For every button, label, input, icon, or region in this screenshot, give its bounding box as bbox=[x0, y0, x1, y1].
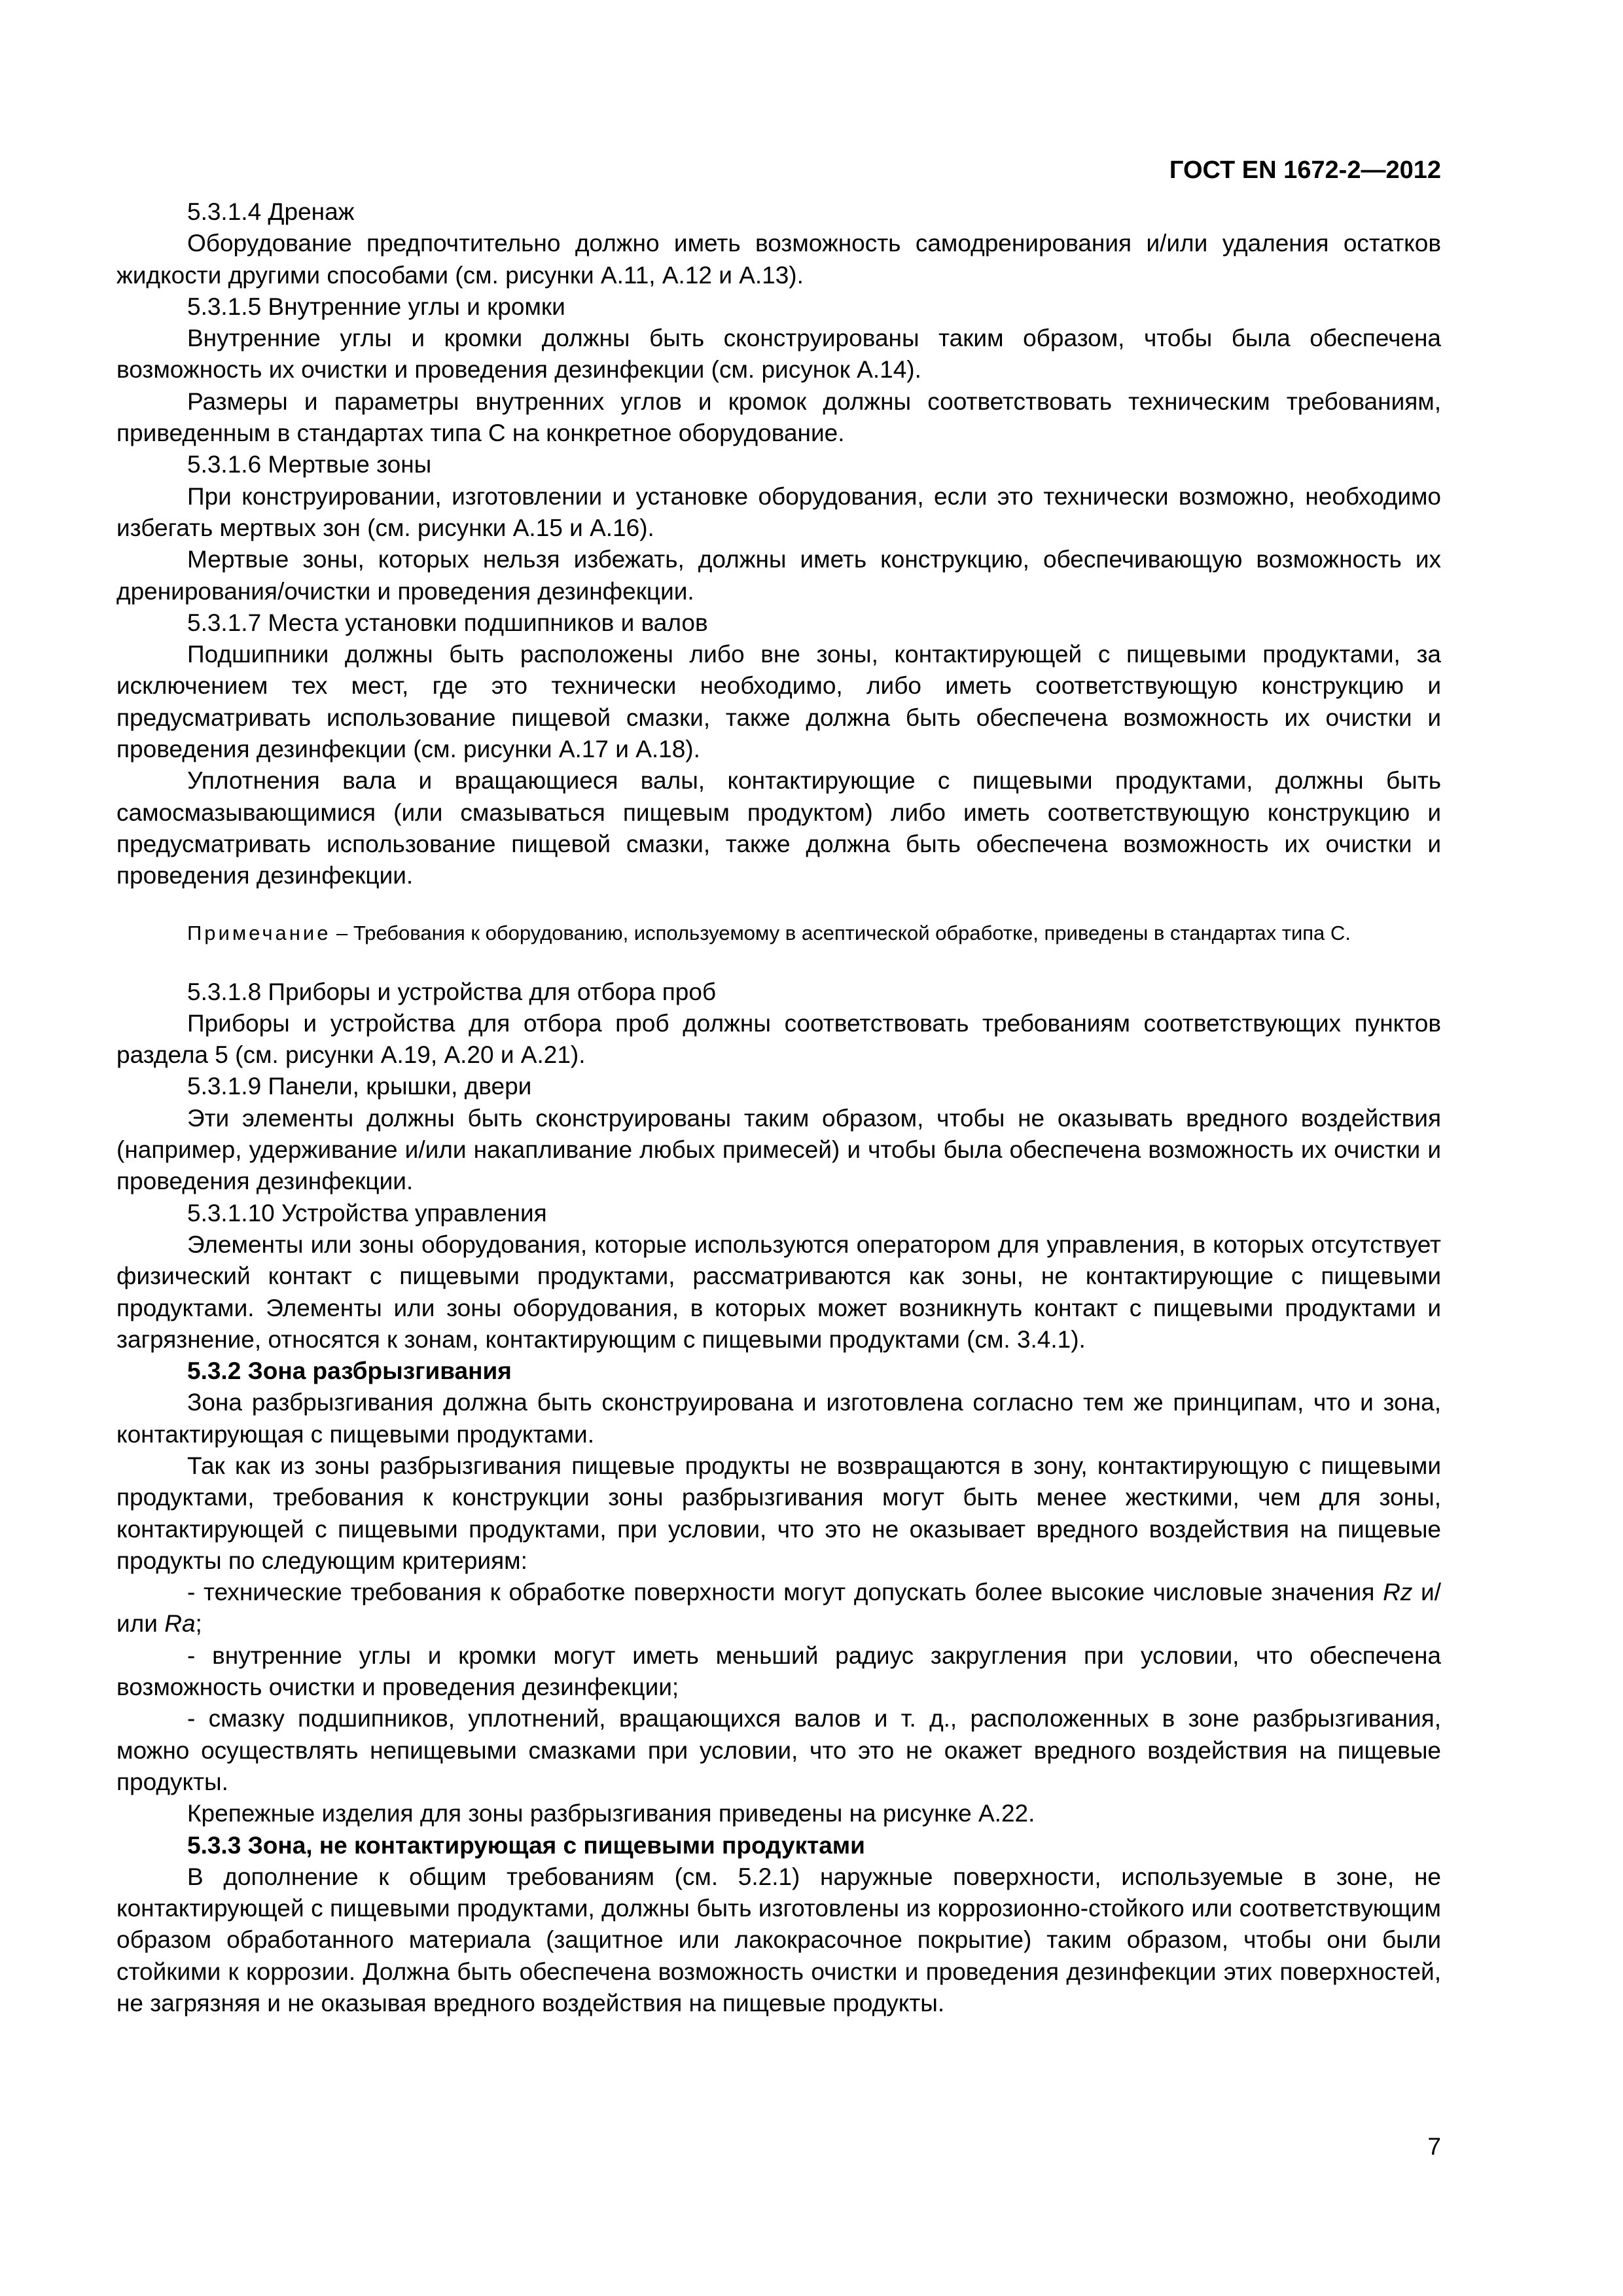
text-run: - технические требования к обработке поверхности могут допускать более высокие числовые значения bbox=[187, 1579, 1383, 1606]
paragraph: Внутренние углы и кромки должны быть сконструированы таким образом, чтобы была обеспечена возможность их очистки и проведения дезинфекции (см. рисунок А.14). bbox=[116, 325, 1441, 384]
paragraph: Оборудование предпочтительно должно иметь возможность самодренирования и/или удаления остатков жидкости другими способами (см. рисунки А.11, А.12 и А.13). bbox=[116, 230, 1441, 289]
paragraph bbox=[116, 1577, 1441, 1640]
section-heading: 5.3.1.9 Панели, крышки, двери bbox=[187, 1073, 532, 1100]
section-heading: 5.3.1.5 Внутренние углы и кромки bbox=[187, 293, 565, 320]
section-heading: 5.3.1.4 Дренаж bbox=[187, 198, 355, 225]
italic-symbol: Ra bbox=[164, 1610, 196, 1638]
paragraph: Эти элементы должны быть сконструированы таким образом, чтобы не оказывать вредного воздействия (например, удерживание и/или накапливание любых примесей) и чтобы была обеспечена возможность их очистки и проведения дезинфекции. bbox=[116, 1104, 1441, 1195]
paragraph: Элементы или зоны оборудования, которые используются оператором для управления, в которых отсутствует физический контакт с пищевыми продуктами, рассматриваются как зоны, не контактирующие с пищевыми продуктами. Элементы или зоны оборудования, в которых может возникнуть контакт с пищевыми продуктами и загрязнение, относятся к зонам, контактирующим с пищевыми продуктами (см. 3.4.1). bbox=[116, 1230, 1441, 1353]
section-heading: 5.3.1.10 Устройства управления bbox=[187, 1199, 547, 1227]
section-heading: 5.3.1.7 Места установки подшипников и валов bbox=[187, 609, 708, 636]
paragraph: В дополнение к общим требованиям (см. 5.2.1) наружные поверхности, используемые в зоне, не контактирующей с пищевыми продуктами, должны быть изготовлены из коррозионно-стойкого или соответствующим образом обработанного материала (защитное или лакокрасочное покрытие) таким образом, чтобы они были стойкими к коррозии. Должна быть обеспечена возможность очистки и проведения дезинфекции этих поверхностей, не загрязняя и не оказывая вредного воздействия на пищевые продукты. bbox=[116, 1863, 1441, 2017]
standard-header: ГОСТ EN 1672-2—2012 bbox=[1169, 156, 1441, 184]
paragraph: Уплотнения вала и вращающиеся валы, контактирующие с пищевыми продуктами, должны быть самосмазывающимися (или смазываться пищевым продуктом) либо иметь соответствующую конструкцию и предусматривать использование пищевой смазки, также должна быть обеспечена возможность их очистки и проведения дезинфекции. bbox=[116, 767, 1441, 889]
note-text: – Требования к оборудованию, используемому в асептической обработке, приведены в стандартах типа С. bbox=[330, 921, 1351, 944]
section-heading: 5.3.1.8 Приборы и устройства для отбора проб bbox=[187, 978, 717, 1005]
text-run: ; bbox=[195, 1610, 202, 1638]
paragraph: Приборы и устройства для отбора проб должны соответствовать требованиям соответствующих пунктов раздела 5 (см. рисунки А.19, А.20 и А.21). bbox=[116, 1009, 1441, 1069]
paragraph: Крепежные изделия для зоны разбрызгивания приведены на рисунке А.22. bbox=[187, 1800, 1035, 1827]
paragraph: Размеры и параметры внутренних углов и кромок должны соответствовать техническим требованиям, приведенным в стандартах типа С на конкретное оборудование. bbox=[116, 387, 1441, 447]
paragraph: Мертвые зоны, которых нельзя избежать, должны иметь конструкцию, обеспечивающую возможность их дренирования/очистки и проведения дезинфекции. bbox=[116, 546, 1441, 605]
paragraph: Подшипники должны быть расположены либо вне зоны, контактирующей с пищевыми продуктами, за исключением тех мест, где это технически необходимо, либо иметь соответствующую конструкцию и предусматривать использование пищевой смазки, также должна быть обеспечена возможность их очистки и проведения дезинфекции (см. рисунки А.17 и А.18). bbox=[116, 641, 1441, 763]
document-body bbox=[116, 196, 1441, 2019]
paragraph: - внутренние углы и кромки могут иметь меньший радиус закругления при условии, что обеспечена возможность очистки и проведения дезинфекции; bbox=[116, 1641, 1441, 1701]
text-run: и/или bbox=[116, 1579, 1441, 1638]
paragraph: Зона разбрызгивания должна быть сконструирована и изготовлена согласно тем же принципам, что и зона, контактирующая с пищевыми продуктами. bbox=[116, 1389, 1441, 1448]
note-label: Примечание bbox=[187, 921, 331, 944]
document-page bbox=[116, 0, 1441, 2296]
page-number: 7 bbox=[1427, 2133, 1441, 2160]
subsection-heading: 5.3.2 Зона разбрызгивания bbox=[187, 1357, 512, 1385]
section-heading: 5.3.1.6 Мертвые зоны bbox=[187, 451, 432, 478]
paragraph: При конструировании, изготовлении и установке оборудования, если это технически возможно, необходимо избегать мертвых зон (см. рисунки А.15 и А.16). bbox=[116, 482, 1441, 541]
paragraph: - смазку подшипников, уплотнений, вращающихся валов и т. д., расположенных в зоне разбрызгивания, можно осуществлять непищевыми смазками при условии, что это не окажет вредного воздействия на пищевые продукты. bbox=[116, 1705, 1441, 1795]
subsection-heading: 5.3.3 Зона, не контактирующая с пищевыми продуктами bbox=[187, 1831, 865, 1859]
paragraph: Так как из зоны разбрызгивания пищевые продукты не возвращаются в зону, контактирующую с пищевыми продуктами, требования к конструкции зоны разбрызгивания могут быть менее жесткими, чем для зоны, контактирующей с пищевыми продуктами, при условии, что это не оказывает вредного воздействия на пищевые продукты по следующим критериям: bbox=[116, 1452, 1441, 1574]
note bbox=[116, 918, 1441, 948]
italic-symbol: Rz bbox=[1383, 1579, 1413, 1606]
